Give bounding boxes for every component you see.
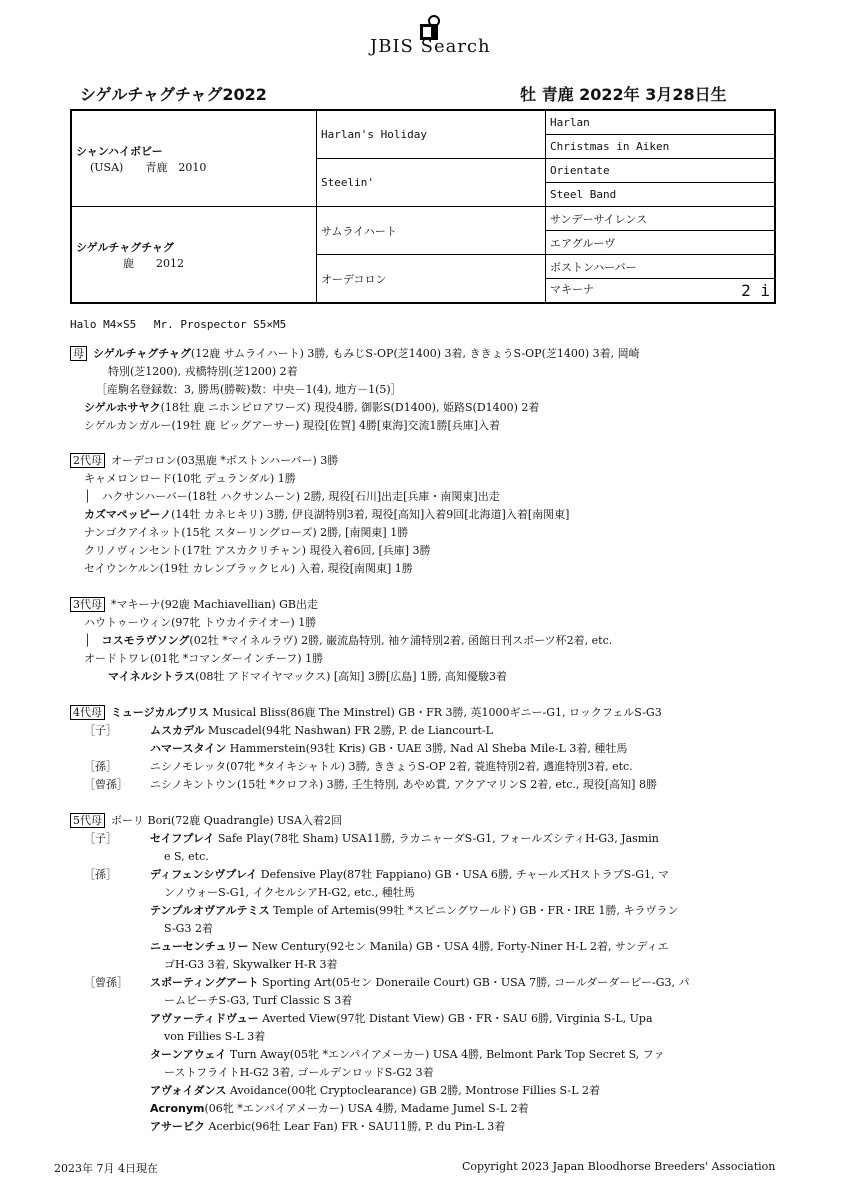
horse-record: (08牡 アドマイヤマックス) [高知] 3勝[広島] 1勝, 高知優駿3着 (195, 670, 508, 683)
horse-record: Acerbic(96牡 Lear Fan) FR・SAU11勝, P. du Pin-L 3着 (205, 1120, 506, 1133)
record-line: ハウトゥーウィン(97牝 トウカイテイオー) 1勝 (84, 616, 317, 629)
horse-name: ニューセンチュリー (150, 940, 249, 953)
horse-record: Muscadel(94牝 Nashwan) FR 2勝, P. de Liancourt-L (204, 724, 493, 737)
relation-label: ［曾孫］ (84, 976, 128, 989)
horse-record: ニシノモレッタ(07牝 *タイキシャトル) 3勝, ききょうS-OP 2着, 蓑進特別2着, 邁進特別3着, etc. (150, 760, 633, 773)
section-tag: 5代母 (70, 813, 105, 828)
horse-record: Sporting Art(05セン Doneraile Court) GB・USA 7勝, コールダーダービー-G3, パ (258, 976, 690, 989)
record-line: 特別(芝1200), 戎橋特別(芝1200) 2着 (108, 365, 298, 378)
horse-record: Avoidance(00牝 Cryptoclearance) GB 2勝, Montrose Fillies S-L 2着 (226, 1084, 601, 1097)
record-line: von Fillies S-L 3着 (164, 1030, 266, 1043)
record-line: *マキーナ(92鹿 Machiavellian) GB出走 (111, 598, 319, 611)
horse-name: セイフプレイ (150, 832, 215, 845)
record-line: ［産駒名登録数：3, 勝馬(勝鞍)数：中央－1(4), 地方－1(5)］ (96, 383, 402, 396)
dd-dam (546, 279, 776, 304)
footer-copyright: Copyright 2023 Japan Bloodhorse Breeders' Association (462, 1160, 776, 1173)
record-line: クリノヴィンセント(17牡 アスカクリチャン) 現役入着6回, [兵庫] 3勝 (84, 544, 431, 557)
section-tag: 2代母 (70, 453, 105, 468)
record-line: S-G3 2着 (164, 922, 213, 935)
relation-label: ［子］ (84, 724, 117, 737)
record-line: ボーリ Bori(72鹿 Quadrangle) USA入着2回 (111, 814, 342, 827)
jbis-logo (370, 14, 500, 58)
horse-name: ミュージカルブリス (111, 706, 209, 719)
horse-name: テンプルオヴアルテミス (150, 904, 270, 917)
record-line: シゲルカンガルー(19牡 鹿 ビッグアーサー) 現役[佐賀] 4勝[東海]交流1勝[兵庫]入着 (84, 419, 501, 432)
record-line: オードトワレ(01牝 *コマンダーインチーフ) 1勝 (84, 652, 324, 665)
horse-name: コスモラヴソング (101, 634, 190, 647)
horse-record: Temple of Artemis(99牡 *スピニングワールド) GB・FR・IRE 1勝, キラヴラン (269, 904, 679, 917)
horse-record: Safe Play(78牝 Sham) USA11勝, ラカニャーダS-G1, フォールズシティH-G3, Jasmin (214, 832, 659, 845)
sire-dam: Steelin' (317, 159, 546, 207)
record-line: e S, etc. (164, 850, 209, 863)
horse-record: (02牡 *マイネルラヴ) 2勝, 巌流島特別, 袖ケ浦特別2着, 函館日刊スポーツ杯2着, etc. (189, 634, 613, 647)
horse-name: マイネルシトラス (108, 670, 196, 683)
sd-dam: Steel Band (546, 183, 776, 207)
ds-sire: サンデーサイレンス (546, 207, 776, 231)
horse-record: (14牡 カネヒキリ) 3勝, 伊良湖特別3着, 現役[高知]入着9回[北海道]入着[南関東] (171, 508, 570, 521)
inbreeding-cross: Halo M4×S5 Mr. Prospector S5×M5 (70, 318, 287, 331)
ss-dam: Christmas in Aiken (546, 135, 776, 159)
horse-meta: 牡 青鹿 2022年 3月28日生 (520, 85, 727, 104)
section-2nd-dam (70, 452, 790, 578)
horse-name: シゲルチャグチャグ (93, 347, 191, 360)
sd-sire: Orientate (546, 159, 776, 183)
horse-record: Defensive Play(87牡 Fappiano) GB・USA 6勝, チャールズHストラブS-G1, マ (257, 868, 670, 881)
relation-label: ［孫］ (84, 868, 117, 881)
dam-info: 鹿 2012 (90, 256, 184, 270)
dd-dam-name: マキーナ (550, 282, 594, 296)
section-dam (70, 345, 790, 435)
horse-name: シゲルホサヤク (84, 401, 161, 414)
horse-name: ディフェンシヴプレイ (150, 868, 258, 881)
relation-label: ［曾孫］ (84, 778, 128, 791)
ds-dam: エアグルーヴ (546, 231, 776, 255)
sire-name: シャンハイボビー (76, 144, 163, 158)
sire-cell (71, 110, 317, 207)
horse-record: (12鹿 サムライハート) 3勝, もみじS-OP(芝1400) 3着, ききょうS-OP(芝1400) 3着, 岡崎 (190, 347, 640, 360)
ss-sire: Harlan (546, 110, 776, 135)
record-line: ームビーチS-G3, Turf Classic S 3着 (164, 994, 353, 1007)
horse-name: アサービク (150, 1120, 205, 1133)
footer-date: 2023年 7月 4日現在 (54, 1162, 158, 1175)
horse-name: ハマースタイン (150, 742, 227, 755)
dd-sire: ボストンハーバー (546, 255, 776, 279)
dam-sire: サムライハート (317, 207, 546, 255)
horse-record: Turn Away(05牝 *エンパイアメーカー) USA 4勝, Belmont Park Top Secret S, ファ (226, 1048, 665, 1061)
section-tag: 3代母 (70, 597, 105, 612)
horse-record: (18牡 鹿 ニホンピロアワーズ) 現役4勝, 御影S(D1400), 姫路S(D1400) 2着 (160, 401, 540, 414)
record-line: ーストフライトH-G2 3着, ゴールデンロッドS-G2 3着 (164, 1066, 434, 1079)
inbreeding-note: 2 i (741, 280, 770, 300)
horse-name: ターンアウェイ (150, 1048, 227, 1061)
dam-dam: オーデコロン (317, 255, 546, 304)
record-line: ンノウォーS-G1, イクセルシアH-G2, etc., 種牡馬 (164, 886, 415, 899)
relation-label: ［子］ (84, 832, 117, 845)
horse-title: シゲルチャグチャグ2022 (80, 85, 267, 104)
record-line: キャメロンロード(10牝 デュランダル) 1勝 (84, 472, 296, 485)
horse-name: アヴォイダンス (150, 1084, 227, 1097)
dam-name: シゲルチャグチャグ (76, 240, 174, 254)
horse-name: ムスカデル (150, 724, 205, 737)
horse-name: スポーティングアート (150, 976, 259, 989)
section-tag: 母 (70, 346, 87, 361)
logo-text: JBIS Search (370, 36, 491, 57)
sire-info: (USA) 青鹿 2010 (90, 160, 207, 174)
section-3rd-dam: 3代母 *マキーナ(92鹿 Machiavellian) GB出走 ハウトゥーウィン(97牝 トウカイテイオー) 1勝 │ コスモラヴソング(02牡 *マイネルラヴ) 2勝, 巌流島特別, 袖ケ浦特別2着, 函館日刊スポーツ杯2着, etc. オードトワレ(01牝 *コマンダーインチーフ) 1勝 マイネルシトラス(08牡 アドマイヤマックス) [高知] 3勝[広島] 1勝, 高知優駿3着 (70, 596, 790, 686)
section-5th-dam (70, 812, 790, 1136)
relation-label: ［孫］ (84, 760, 117, 773)
record-line: │ ハクサンハーバー(18牡 ハクサンムーン) 2勝, 現役[石川]出走[兵庫・南関東]出走 (84, 490, 500, 503)
horse-record: New Century(92セン Manila) GB・USA 4勝, Forty-Niner H-L 2着, サンディエ (248, 940, 669, 953)
horse-name: アヴァーティドヴュー (150, 1012, 259, 1025)
section-4th-dam (70, 704, 790, 794)
dam-cell (71, 207, 317, 304)
horse-record: Averted View(97牝 Distant View) GB・FR・SAU 6勝, Virginia S-L, Upa (258, 1012, 653, 1025)
sire-sire: Harlan's Holiday (317, 110, 546, 159)
record-line: オーデコロン(03黒鹿 *ボストンハーバー) 3勝 (111, 454, 339, 467)
horse-record: (06牝 *エンパイアメーカー) USA 4勝, Madame Jumel S-L 2着 (204, 1102, 529, 1115)
pedigree-table (70, 109, 776, 304)
record-line: セイウンケルン(19牡 カレンブラックヒル) 入着, 現役[南関東] 1勝 (84, 562, 413, 575)
horse-name: Acronym (150, 1102, 205, 1115)
section-tag: 4代母 (70, 705, 105, 720)
record-line: ゴH-G3 3着, Skywalker H-R 3着 (164, 958, 338, 971)
horse-record: Musical Bliss(86鹿 The Minstrel) GB・FR 3勝, 英1000ギニー-G1, ロックフェルS-G3 (208, 706, 662, 719)
horse-name: カズマペッピーノ (84, 508, 172, 521)
record-line: ナンゴクアイネット(15牝 スターリングローズ) 2勝, [南関東] 1勝 (84, 526, 409, 539)
horse-record: ニシノキントウン(15牡 *クロフネ) 3勝, 壬生特別, あやめ賞, アクアマリンS 2着, etc., 現役[高知] 8勝 (150, 778, 657, 791)
horse-record: Hammerstein(93牡 Kris) GB・UAE 3勝, Nad Al Sheba Mile-L 3着, 種牡馬 (226, 742, 628, 755)
